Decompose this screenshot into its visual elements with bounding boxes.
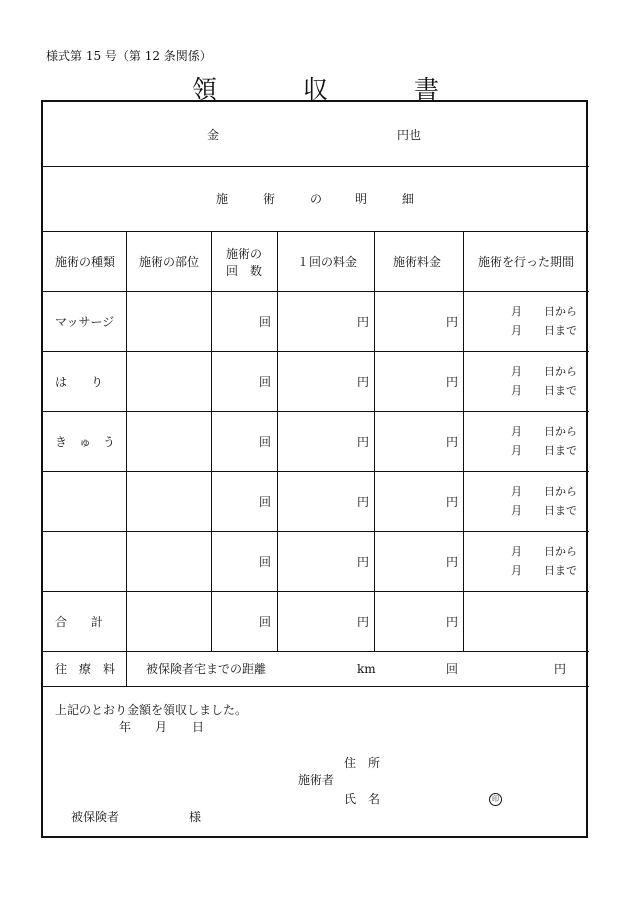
row-5-count-unit: 回 (259, 555, 272, 569)
amount-yen-nari: 円也 (397, 128, 422, 142)
rule-row1-bottom (41, 351, 589, 352)
address-label: 住 所 (344, 756, 381, 770)
travel-times-unit: 回 (446, 662, 459, 676)
rule-row4-bottom (41, 531, 589, 532)
col-rule-4 (374, 231, 375, 651)
detail-header-char-1: 施 (216, 192, 229, 206)
col-header-fee: 施術料金 (393, 255, 442, 269)
total-unit-fee-unit: 円 (357, 615, 370, 629)
row-1-period-to: 月 日まで (511, 324, 577, 337)
total-fee-unit: 円 (446, 615, 459, 629)
col-header-part: 施術の部位 (139, 255, 200, 269)
col-header-type: 施術の種類 (55, 255, 116, 269)
rule-total-bottom (41, 651, 589, 652)
col-rule-5 (463, 231, 464, 651)
name-label: 氏 名 (344, 792, 381, 806)
seal-mark: 印 (489, 793, 502, 806)
title-char-1: 領 (192, 75, 218, 104)
row-1-type: マッサージ (55, 315, 115, 329)
col-header-count-line1: 施術の (226, 247, 263, 261)
row-2-type: は り (55, 375, 104, 389)
row-3-unit-fee-unit: 円 (357, 435, 370, 449)
row-1-unit-fee-unit: 円 (357, 315, 370, 329)
row-5-unit-fee-unit: 円 (357, 555, 370, 569)
date-month: 月 (155, 720, 168, 734)
title-char-3: 書 (414, 75, 440, 104)
form-number: 様式第 15 号（第 12 条関係） (46, 49, 212, 63)
row-2-fee-unit: 円 (446, 375, 459, 389)
col-header-period: 施術を行った期間 (478, 255, 575, 269)
row-2-count-unit: 回 (259, 375, 272, 389)
row-1-fee-unit: 円 (446, 315, 459, 329)
travel-km-unit: km (357, 662, 376, 676)
row-2-period-to: 月 日まで (511, 384, 577, 397)
amount-kin: 金 (207, 128, 220, 142)
col-rule-3 (277, 231, 278, 651)
rule-row3-bottom (41, 471, 589, 472)
practitioner-label: 施術者 (298, 773, 335, 787)
row-4-period-from: 月 日から (511, 485, 577, 498)
col-header-count-line2: 回 数 (226, 264, 263, 278)
travel-distance-label: 被保険者宅までの距離 (146, 662, 267, 676)
row-3-period-to: 月 日まで (511, 444, 577, 457)
insured-label: 被保険者 (71, 810, 120, 824)
detail-header-char-4: 明 (355, 192, 368, 206)
col-rule-1 (126, 231, 127, 686)
row-2-unit-fee-unit: 円 (357, 375, 370, 389)
insured-sama: 様 (189, 810, 202, 824)
rule-detail-bottom (41, 231, 589, 232)
rule-row5-bottom (41, 591, 589, 592)
received-statement: 上記のとおり金額を領収しました。 (55, 703, 248, 717)
total-label: 合 計 (55, 615, 104, 629)
col-rule-2 (211, 231, 212, 651)
row-1-period-from: 月 日から (511, 305, 577, 318)
row-3-period-from: 月 日から (511, 425, 577, 438)
travel-yen-unit: 円 (554, 662, 567, 676)
total-count-unit: 回 (259, 615, 272, 629)
date-day: 日 (192, 720, 205, 734)
travel-label: 往 療 料 (55, 662, 116, 676)
rule-travel-bottom (41, 686, 589, 687)
title-char-2: 収 (303, 75, 329, 104)
row-3-fee-unit: 円 (446, 435, 459, 449)
row-4-fee-unit: 円 (446, 495, 459, 509)
detail-header-char-2: 術 (263, 192, 276, 206)
rule-row2-bottom (41, 411, 589, 412)
row-5-fee-unit: 円 (446, 555, 459, 569)
row-3-count-unit: 回 (259, 435, 272, 449)
row-4-count-unit: 回 (259, 495, 272, 509)
row-5-period-to: 月 日まで (511, 564, 577, 577)
rule-header-bottom (41, 291, 589, 292)
row-4-period-to: 月 日まで (511, 504, 577, 517)
row-5-period-from: 月 日から (511, 545, 577, 558)
row-2-period-from: 月 日から (511, 365, 577, 378)
rule-amount-bottom (41, 166, 589, 167)
date-year: 年 (119, 720, 132, 734)
row-4-unit-fee-unit: 円 (357, 495, 370, 509)
col-header-unit-fee: １回の料金 (297, 255, 358, 269)
row-3-type: き ゅ う (55, 435, 116, 449)
detail-header-char-3: の (310, 192, 323, 206)
detail-header-char-5: 細 (402, 192, 415, 206)
row-1-count-unit: 回 (259, 315, 272, 329)
